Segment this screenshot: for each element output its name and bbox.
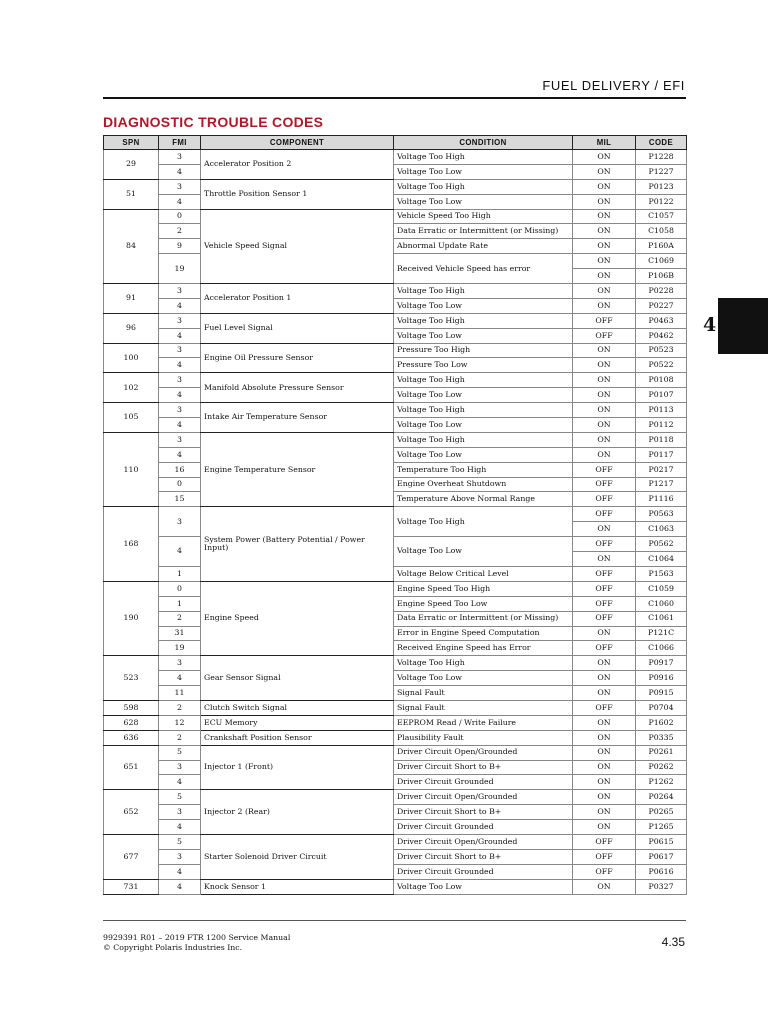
fmi-cell: 12 (159, 715, 201, 730)
code-cell: P0113 (636, 403, 687, 418)
code-cell: C1064 (636, 552, 687, 567)
table-row (104, 879, 687, 894)
fmi-cell: 2 (159, 224, 201, 239)
mil-cell: OFF (573, 849, 636, 864)
code-cell: P1262 (636, 775, 687, 790)
condition-cell: Data Erratic or Intermittent (or Missing) (394, 224, 573, 239)
fmi-cell: 19 (159, 641, 201, 656)
condition-cell: Driver Circuit Grounded (394, 820, 573, 835)
fmi-cell: 5 (159, 790, 201, 805)
component-cell: Injector 1 (Front) (201, 745, 394, 790)
code-cell: C1058 (636, 224, 687, 239)
spn-cell: 628 (104, 715, 159, 730)
page-number: 4.35 (661, 935, 685, 949)
mil-cell: OFF (573, 611, 636, 626)
fmi-cell: 4 (159, 775, 201, 790)
fmi-cell: 11 (159, 686, 201, 701)
code-cell: P0327 (636, 879, 687, 894)
condition-cell: Driver Circuit Short to B+ (394, 805, 573, 820)
footer-copyright: © Copyright Polaris Industries Inc. (103, 943, 243, 952)
component-cell: Vehicle Speed Signal (201, 209, 394, 283)
code-cell: P0522 (636, 358, 687, 373)
table-row (104, 626, 687, 641)
table-row (104, 671, 687, 686)
fmi-cell: 4 (159, 298, 201, 313)
condition-cell: Voltage Too Low (394, 388, 573, 403)
code-cell: P0463 (636, 313, 687, 328)
fmi-cell: 4 (159, 358, 201, 373)
code-cell: P0228 (636, 284, 687, 299)
code-cell: P0227 (636, 298, 687, 313)
spn-cell: 523 (104, 656, 159, 701)
fmi-cell: 4 (159, 671, 201, 686)
code-cell: P106B (636, 269, 687, 284)
table-row (104, 492, 687, 507)
spn-cell: 105 (104, 403, 159, 433)
fmi-cell: 1 (159, 566, 201, 581)
table-row (104, 745, 687, 760)
component-cell: Throttle Position Sensor 1 (201, 179, 394, 209)
col-header-code: CODE (636, 136, 687, 150)
condition-cell: Voltage Too High (394, 403, 573, 418)
table-row (104, 358, 687, 373)
table-row (104, 298, 687, 313)
table-row (104, 403, 687, 418)
mil-cell: ON (573, 656, 636, 671)
fmi-cell: 15 (159, 492, 201, 507)
component-cell: Injector 2 (Rear) (201, 790, 394, 835)
spn-cell: 168 (104, 507, 159, 581)
fmi-cell: 4 (159, 418, 201, 433)
table-row (104, 418, 687, 433)
condition-cell: EEPROM Read / Write Failure (394, 715, 573, 730)
code-cell: P160A (636, 239, 687, 254)
fmi-cell: 4 (159, 164, 201, 179)
fmi-cell: 4 (159, 864, 201, 879)
condition-cell: Voltage Too High (394, 284, 573, 299)
col-header-fmi: FMI (159, 136, 201, 150)
condition-cell: Voltage Too Low (394, 671, 573, 686)
component-cell: Accelerator Position 1 (201, 284, 394, 314)
code-cell: C1063 (636, 522, 687, 537)
mil-cell: OFF (573, 834, 636, 849)
code-cell: P1265 (636, 820, 687, 835)
spn-cell: 29 (104, 150, 159, 180)
code-cell: P1227 (636, 164, 687, 179)
mil-cell: ON (573, 522, 636, 537)
code-cell: P1228 (636, 150, 687, 165)
mil-cell: ON (573, 343, 636, 358)
col-header-condition: CONDITION (394, 136, 573, 150)
col-header-spn: SPN (104, 136, 159, 150)
condition-cell: Voltage Too High (394, 656, 573, 671)
mil-cell: ON (573, 388, 636, 403)
fmi-cell: 9 (159, 239, 201, 254)
mil-cell: OFF (573, 566, 636, 581)
component-cell: Engine Speed (201, 581, 394, 655)
mil-cell: ON (573, 254, 636, 269)
code-cell: P121C (636, 626, 687, 641)
spn-cell: 652 (104, 790, 159, 835)
spn-cell: 100 (104, 343, 159, 373)
code-cell: P0117 (636, 447, 687, 462)
table-row (104, 641, 687, 656)
component-cell: Intake Air Temperature Sensor (201, 403, 394, 433)
fmi-cell: 0 (159, 477, 201, 492)
spn-cell: 84 (104, 209, 159, 283)
code-cell: P0265 (636, 805, 687, 820)
mil-cell: ON (573, 164, 636, 179)
table-row (104, 834, 687, 849)
table-row (104, 239, 687, 254)
condition-cell: Driver Circuit Grounded (394, 864, 573, 879)
condition-cell: Voltage Too Low (394, 537, 573, 567)
condition-cell: Temperature Above Normal Range (394, 492, 573, 507)
code-cell: P0108 (636, 373, 687, 388)
condition-cell: Driver Circuit Grounded (394, 775, 573, 790)
code-cell: C1069 (636, 254, 687, 269)
table-row (104, 313, 687, 328)
code-cell: P0523 (636, 343, 687, 358)
fmi-cell: 3 (159, 284, 201, 299)
page-title: DIAGNOSTIC TROUBLE CODES (103, 114, 324, 130)
header-rule (103, 97, 686, 99)
condition-cell: Pressure Too High (394, 343, 573, 358)
table-row (104, 164, 687, 179)
table-row (104, 775, 687, 790)
table-row (104, 284, 687, 299)
spn-cell: 102 (104, 373, 159, 403)
code-cell: P1116 (636, 492, 687, 507)
condition-cell: Voltage Too Low (394, 328, 573, 343)
mil-cell: OFF (573, 537, 636, 552)
mil-cell: ON (573, 775, 636, 790)
fmi-cell: 5 (159, 834, 201, 849)
mil-cell: ON (573, 730, 636, 745)
table-row (104, 656, 687, 671)
mil-cell: ON (573, 298, 636, 313)
col-header-component: COMPONENT (201, 136, 394, 150)
table-row (104, 373, 687, 388)
component-cell: Manifold Absolute Pressure Sensor (201, 373, 394, 403)
mil-cell: ON (573, 224, 636, 239)
condition-cell: Driver Circuit Open/Grounded (394, 790, 573, 805)
footer-rule (103, 920, 686, 921)
fmi-cell: 1 (159, 596, 201, 611)
dtc-table (103, 135, 687, 895)
code-cell: C1066 (636, 641, 687, 656)
condition-cell: Voltage Too High (394, 432, 573, 447)
mil-cell: ON (573, 403, 636, 418)
condition-cell: Signal Fault (394, 686, 573, 701)
col-header-mil: MIL (573, 136, 636, 150)
mil-cell: ON (573, 447, 636, 462)
condition-cell: Voltage Too High (394, 150, 573, 165)
condition-cell: Engine Speed Too Low (394, 596, 573, 611)
fmi-cell: 5 (159, 745, 201, 760)
spn-cell: 677 (104, 834, 159, 879)
fmi-cell: 19 (159, 254, 201, 284)
code-cell: P0616 (636, 864, 687, 879)
footer-manual: 9929391 R01 – 2019 FTR 1200 Service Manual (103, 933, 291, 942)
mil-cell: ON (573, 239, 636, 254)
condition-cell: Voltage Too High (394, 313, 573, 328)
condition-cell: Voltage Too High (394, 179, 573, 194)
mil-cell: ON (573, 820, 636, 835)
mil-cell: OFF (573, 581, 636, 596)
dtc-table-body (104, 150, 687, 895)
mil-cell: ON (573, 150, 636, 165)
table-row (104, 611, 687, 626)
mil-cell: ON (573, 760, 636, 775)
code-cell: P0562 (636, 537, 687, 552)
table-row (104, 849, 687, 864)
component-cell: Accelerator Position 2 (201, 150, 394, 180)
spn-cell: 51 (104, 179, 159, 209)
mil-cell: ON (573, 194, 636, 209)
fmi-cell: 3 (159, 760, 201, 775)
code-cell: P0916 (636, 671, 687, 686)
mil-cell: ON (573, 805, 636, 820)
condition-cell: Pressure Too Low (394, 358, 573, 373)
condition-cell: Voltage Too Low (394, 164, 573, 179)
condition-cell: Abnormal Update Rate (394, 239, 573, 254)
table-row (104, 150, 687, 165)
component-cell: Starter Solenoid Driver Circuit (201, 834, 394, 879)
condition-cell: Error in Engine Speed Computation (394, 626, 573, 641)
condition-cell: Driver Circuit Short to B+ (394, 849, 573, 864)
component-cell: System Power (Battery Potential / Power Input) (201, 507, 394, 581)
fmi-cell: 3 (159, 805, 201, 820)
spn-cell: 190 (104, 581, 159, 655)
condition-cell: Plausibility Fault (394, 730, 573, 745)
table-row (104, 760, 687, 775)
fmi-cell: 16 (159, 462, 201, 477)
table-row (104, 254, 687, 269)
mil-cell: ON (573, 879, 636, 894)
section-header: FUEL DELIVERY / EFI (542, 78, 685, 93)
code-cell: P0462 (636, 328, 687, 343)
table-row (104, 447, 687, 462)
condition-cell: Driver Circuit Open/Grounded (394, 834, 573, 849)
condition-cell: Voltage Too High (394, 507, 573, 537)
mil-cell: ON (573, 745, 636, 760)
fmi-cell: 4 (159, 820, 201, 835)
fmi-cell: 0 (159, 209, 201, 224)
component-cell: Knock Sensor 1 (201, 879, 394, 894)
fmi-cell: 3 (159, 656, 201, 671)
mil-cell: ON (573, 552, 636, 567)
fmi-cell: 4 (159, 879, 201, 894)
fmi-cell: 3 (159, 313, 201, 328)
condition-cell: Voltage Too Low (394, 194, 573, 209)
mil-cell: ON (573, 715, 636, 730)
table-row (104, 596, 687, 611)
table-row (104, 700, 687, 715)
table-row (104, 507, 687, 522)
condition-cell: Vehicle Speed Too High (394, 209, 573, 224)
spn-cell: 91 (104, 284, 159, 314)
table-row (104, 730, 687, 745)
spn-cell: 598 (104, 700, 159, 715)
fmi-cell: 4 (159, 447, 201, 462)
condition-cell: Voltage Too Low (394, 879, 573, 894)
fmi-cell: 2 (159, 700, 201, 715)
chapter-number: 4 (703, 314, 717, 336)
mil-cell: OFF (573, 596, 636, 611)
condition-cell: Voltage Too Low (394, 298, 573, 313)
code-cell: C1060 (636, 596, 687, 611)
mil-cell: ON (573, 358, 636, 373)
fmi-cell: 3 (159, 150, 201, 165)
component-cell: Clutch Switch Signal (201, 700, 394, 715)
chapter-tab (718, 298, 768, 354)
code-cell: P0335 (636, 730, 687, 745)
fmi-cell: 3 (159, 432, 201, 447)
spn-cell: 731 (104, 879, 159, 894)
spn-cell: 96 (104, 313, 159, 343)
table-row (104, 686, 687, 701)
table-row (104, 581, 687, 596)
table-row (104, 462, 687, 477)
fmi-cell: 2 (159, 611, 201, 626)
code-cell: P0264 (636, 790, 687, 805)
component-cell: Fuel Level Signal (201, 313, 394, 343)
code-cell: P0615 (636, 834, 687, 849)
code-cell: C1057 (636, 209, 687, 224)
mil-cell: ON (573, 373, 636, 388)
fmi-cell: 4 (159, 194, 201, 209)
code-cell: C1061 (636, 611, 687, 626)
component-cell: Engine Oil Pressure Sensor (201, 343, 394, 373)
condition-cell: Data Erratic or Intermittent (or Missing) (394, 611, 573, 626)
code-cell: P0118 (636, 432, 687, 447)
mil-cell: ON (573, 790, 636, 805)
code-cell: P0123 (636, 179, 687, 194)
condition-cell: Received Vehicle Speed has error (394, 254, 573, 284)
mil-cell: OFF (573, 492, 636, 507)
table-row (104, 209, 687, 224)
code-cell: P0112 (636, 418, 687, 433)
fmi-cell: 3 (159, 343, 201, 358)
code-cell: P0261 (636, 745, 687, 760)
fmi-cell: 3 (159, 179, 201, 194)
mil-cell: ON (573, 671, 636, 686)
condition-cell: Driver Circuit Short to B+ (394, 760, 573, 775)
mil-cell: ON (573, 209, 636, 224)
condition-cell: Voltage Too Low (394, 418, 573, 433)
mil-cell: ON (573, 432, 636, 447)
mil-cell: OFF (573, 641, 636, 656)
component-cell: ECU Memory (201, 715, 394, 730)
fmi-cell: 4 (159, 328, 201, 343)
fmi-cell: 3 (159, 403, 201, 418)
code-cell: P0917 (636, 656, 687, 671)
code-cell: P1217 (636, 477, 687, 492)
spn-cell: 636 (104, 730, 159, 745)
fmi-cell: 4 (159, 388, 201, 403)
code-cell: P0262 (636, 760, 687, 775)
mil-cell: OFF (573, 700, 636, 715)
condition-cell: Signal Fault (394, 700, 573, 715)
mil-cell: OFF (573, 507, 636, 522)
mil-cell: OFF (573, 477, 636, 492)
fmi-cell: 2 (159, 730, 201, 745)
table-row (104, 477, 687, 492)
code-cell: P0617 (636, 849, 687, 864)
component-cell: Crankshaft Position Sensor (201, 730, 394, 745)
component-cell: Gear Sensor Signal (201, 656, 394, 701)
table-row (104, 432, 687, 447)
mil-cell: ON (573, 418, 636, 433)
component-cell: Engine Temperature Sensor (201, 432, 394, 506)
condition-cell: Received Engine Speed has Error (394, 641, 573, 656)
table-header-row (104, 136, 687, 150)
code-cell: P0217 (636, 462, 687, 477)
table-row (104, 864, 687, 879)
code-cell: P0107 (636, 388, 687, 403)
mil-cell: ON (573, 284, 636, 299)
spn-cell: 651 (104, 745, 159, 790)
table-row (104, 194, 687, 209)
table-row (104, 388, 687, 403)
table-row (104, 179, 687, 194)
condition-cell: Voltage Too High (394, 373, 573, 388)
condition-cell: Voltage Below Critical Level (394, 566, 573, 581)
footer-info (103, 933, 290, 953)
condition-cell: Engine Speed Too High (394, 581, 573, 596)
fmi-cell: 3 (159, 373, 201, 388)
table-row (104, 790, 687, 805)
condition-cell: Engine Overheat Shutdown (394, 477, 573, 492)
table-row (104, 820, 687, 835)
mil-cell: ON (573, 179, 636, 194)
code-cell: P1602 (636, 715, 687, 730)
fmi-cell: 0 (159, 581, 201, 596)
mil-cell: ON (573, 626, 636, 641)
condition-cell: Driver Circuit Open/Grounded (394, 745, 573, 760)
mil-cell: OFF (573, 328, 636, 343)
mil-cell: OFF (573, 462, 636, 477)
spn-cell: 110 (104, 432, 159, 506)
code-cell: P0563 (636, 507, 687, 522)
mil-cell: ON (573, 269, 636, 284)
table-row (104, 328, 687, 343)
table-row (104, 537, 687, 552)
code-cell: P0122 (636, 194, 687, 209)
table-row (104, 566, 687, 581)
fmi-cell: 31 (159, 626, 201, 641)
mil-cell: OFF (573, 864, 636, 879)
table-row (104, 805, 687, 820)
table-row (104, 224, 687, 239)
code-cell: P1563 (636, 566, 687, 581)
mil-cell: ON (573, 686, 636, 701)
mil-cell: OFF (573, 313, 636, 328)
code-cell: P0704 (636, 700, 687, 715)
condition-cell: Voltage Too Low (394, 447, 573, 462)
fmi-cell: 3 (159, 849, 201, 864)
code-cell: C1059 (636, 581, 687, 596)
condition-cell: Temperature Too High (394, 462, 573, 477)
table-row (104, 715, 687, 730)
table-row (104, 343, 687, 358)
fmi-cell: 4 (159, 537, 201, 567)
code-cell: P0915 (636, 686, 687, 701)
fmi-cell: 3 (159, 507, 201, 537)
